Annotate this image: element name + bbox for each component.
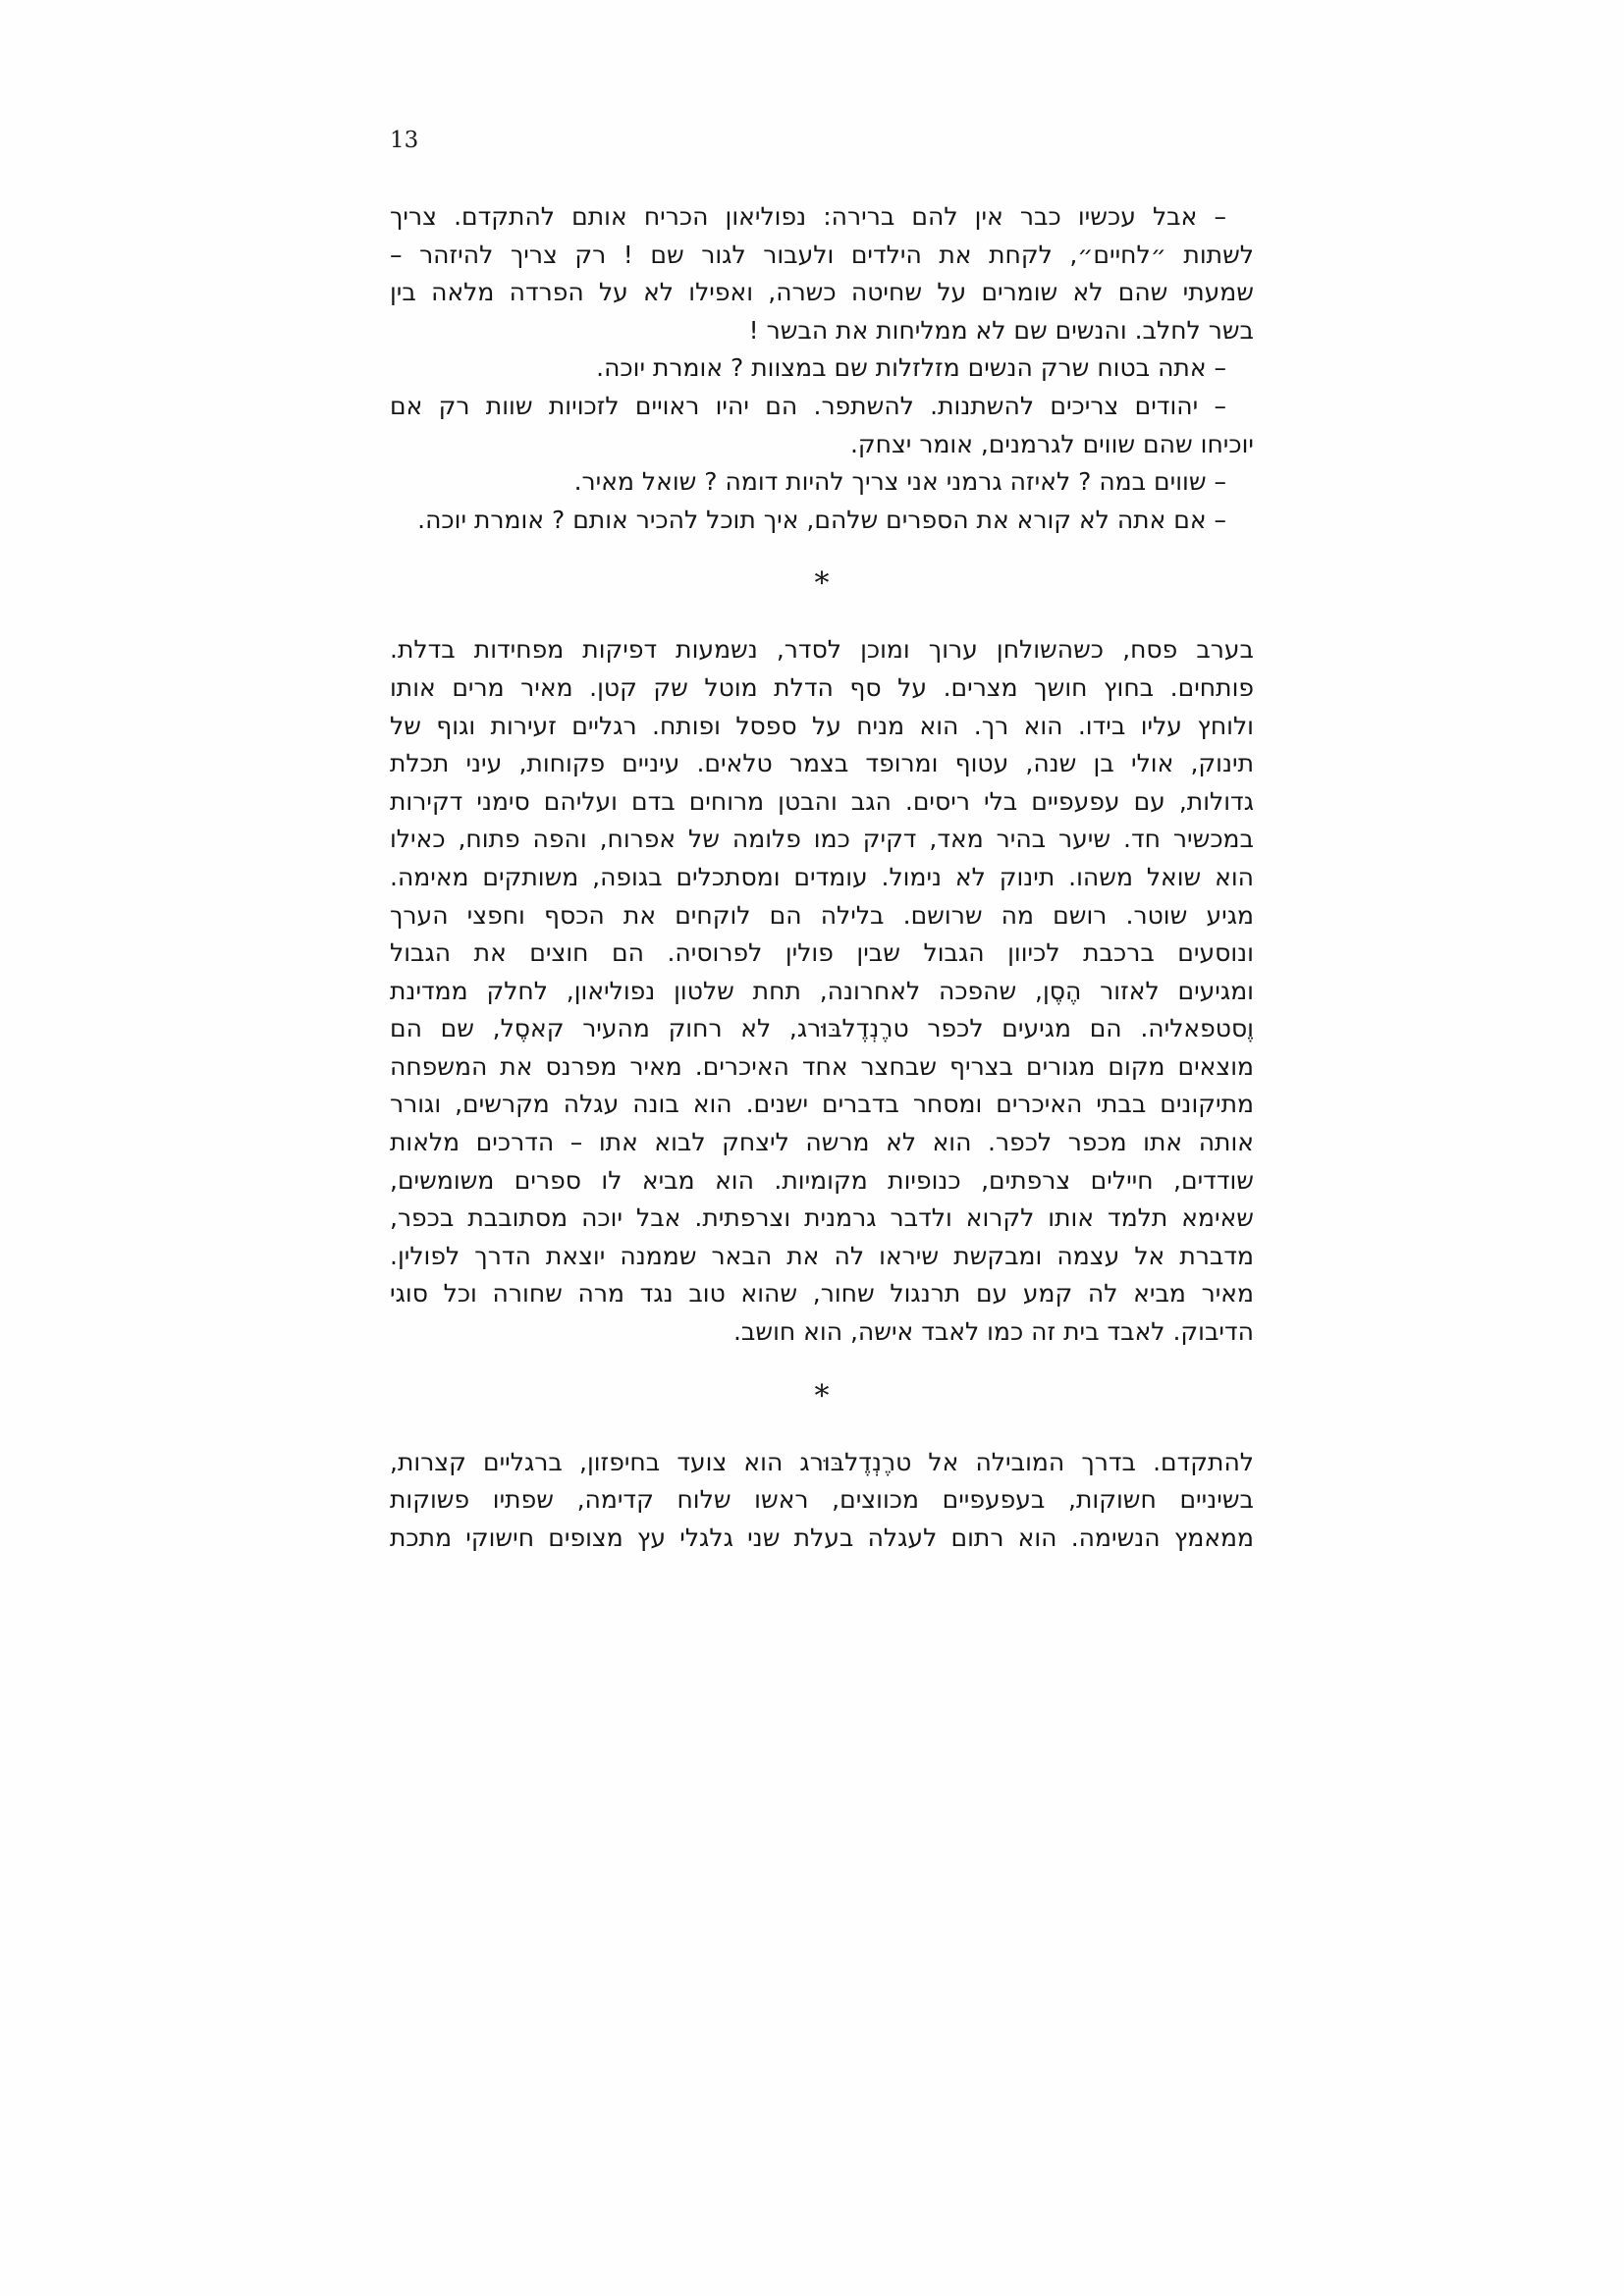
text-line: בערב פסח, כשהשולחן ערוך ומוכן לסדר, נשמעות דפיקות מפחידות בדלת. (390, 635, 1254, 665)
text-line: יוכיחו שהם שווים לגרמנים, אומר יצחק. (849, 429, 1254, 458)
text-line: שאימא תלמד אותו לקרוא ולדבר גרמנית וצרפתית. אבל יוכה מסתובבת בכפר, (390, 1203, 1254, 1233)
text-line: וֶסטפאליה. הם מגיעים לכפר טרֶנְדֶלבּוּרג, לא רחוק מהעיר קאסֶל, שם הם (390, 1014, 1254, 1043)
text-block (390, 126, 1254, 1557)
page-content (390, 198, 1254, 1557)
text-line: – אתה בטוח שרק הנשים מזלזלות שם במצוות ? אומרת יוכה. (596, 353, 1226, 383)
text-line: תינוק, אולי בן שנה, עטוף ומרופד בצמר טלאים. עיניים פקוחות, עיני תכלת (390, 749, 1254, 778)
text-line: ולוחץ עליו בידו. הוא רך. הוא מניח על ספסל ופותח. רגליים זעירות וגוף של (390, 711, 1254, 740)
text-line: – שווים במה ? לאיזה גרמני אני צריך להיות דומה ? שואל מאיר. (573, 467, 1226, 497)
text-line: – אם אתה לא קורא את הספרים שלהם, איך תוכל להכיר אותם ? אומרת יוכה. (417, 505, 1226, 534)
text-line: שמעתי שהם לא שומרים על שחיטה כשרה, ואפילו לא על הפרדה מלאה בין (390, 278, 1254, 307)
text-line: בשיניים חשוקות, בעפעפיים מכווצים, ראשו שלוח קדימה, שפתיו פשוקות (390, 1485, 1254, 1515)
text-line: הדיבוק. לאבד בית זה כמו לאבד אישה, הוא חושב. (732, 1317, 1254, 1347)
text-line: להתקדם. בדרך המובילה אל טרֶנְדֶלבּוּרג הוא צועד בחיפזון, ברגליים קצרות, (390, 1447, 1254, 1476)
text-line: פותחים. בחוץ חושך מצרים. על סף הדלת מוטל שק קטן. מאיר מרים אותו (390, 672, 1254, 702)
text-line: במכשיר חד. שיער בהיר מאד, דקיק כמו פלומה של אפרוח, והפה פתוח, כאילו (390, 825, 1254, 854)
text-line: ונוסעים ברכבת לכיוון הגבול שבין פולין לפרוסיה. הם חוצים את הגבול (390, 938, 1254, 968)
paragraph (390, 1444, 1254, 1558)
text-line: מגיע שוטר. רושם מה שרושם. בלילה הם לוקחים את הכסף וחפצי הערך (390, 900, 1254, 930)
text-line: הוא שואל משהו. תינוק לא נימול. עומדים ומסתכלים בגופה, משותקים מאימה. (390, 862, 1254, 891)
section-separator: * (814, 1378, 830, 1414)
page-number: 13 (390, 128, 419, 153)
text-line: לשתות ״לחיים״, לקחת את הילדים ולעבור לגור שם ! רק צריך להיזהר – (390, 240, 1254, 269)
text-line: מוצאים מקום מגורים בצריף שבחצר אחד האיכרים. מאיר מפרנס את המשפחה (390, 1051, 1254, 1081)
text-line: ממאמץ הנשימה. הוא רתום לעגלה בעלת שני גלגלי עץ מצופים חישוקי מתכת (390, 1522, 1254, 1552)
text-line: מתיקונים בבתי האיכרים ומסחר בדברים ישנים. הוא בונה עגלה מקרשים, וגורר (390, 1090, 1254, 1119)
text-line: – יהודים צריכים להשתנות. להשתפר. הם יהיו ראויים לזכויות שוות רק אם (390, 391, 1226, 420)
text-line: – אבל עכשיו כבר אין להם ברירה: נפוליאון הכריח אותם להתקדם. צריך (390, 202, 1226, 231)
text-line: מאיר מביא לה קמע עם תרנגול שחור, שהוא טוב נגד מרה שחורה וכל סוגי (390, 1279, 1254, 1308)
text-line: גדולות, עם עפעפיים בלי ריסים. הגב והבטן מרוחים בדם ועליהם סימני דקירות (390, 786, 1254, 816)
text-line: שודדים, חיילים צרפתים, כנופיות מקומיות. הוא מביא לו ספרים משומשים, (390, 1165, 1254, 1195)
text-line: מדברת אל עצמה ומבקשת שיראו לה את הבאר שממנה יוצאת הדרך לפולין. (390, 1241, 1254, 1270)
text-line: אותה אתו מכפר לכפר. הוא לא מרשה ליצחק לבוא אתו – הדרכים מלאות (390, 1128, 1254, 1157)
paragraph (390, 198, 1254, 539)
text-line: ומגיעים לאזור הֶסֶן, שהפכה לאחרונה, תחת שלטון נפוליאון, לחלק ממדינת (390, 976, 1254, 1005)
text-line: בשר לחלב. והנשים שם לא ממליחות את הבשר ! (748, 315, 1254, 345)
paragraph (390, 631, 1254, 1351)
section-separator: * (814, 566, 830, 602)
